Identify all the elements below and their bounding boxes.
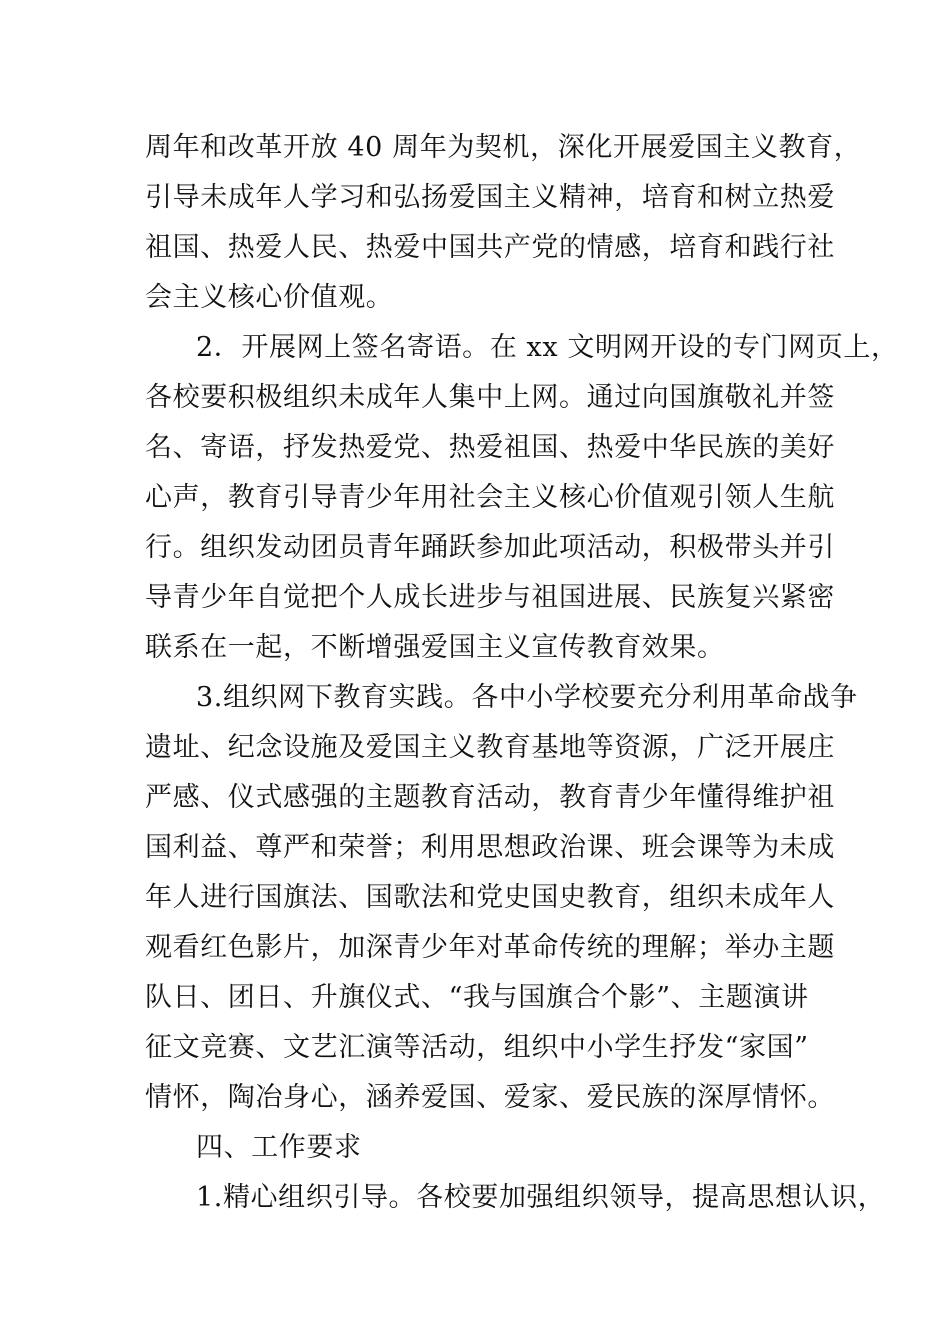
text-line: 行。组织发动团员青年踊跃参加此项活动，积极带头并引 [145, 532, 835, 563]
text-line: 年人进行国旗法、国歌法和党史国史教育，组织未成年人 [145, 882, 835, 913]
text-line: 遗址、纪念设施及爱国主义教育基地等资源，广泛开展庄 [145, 732, 835, 763]
text-line: 心声，教育引导青少年用社会主义核心价值观引领人生航 [145, 482, 835, 513]
paragraph-start-line: 3.组织网下教育实践。各中小学校要充分利用革命战争 [196, 682, 858, 713]
text-line: 导青少年自觉把个人成长进步与祖国进展、民族复兴紧密 [145, 582, 835, 613]
text-line: 会主义核心价值观。 [145, 282, 394, 313]
text-line: 祖国、热爱人民、热爱中国共产党的情感，培育和践行社 [145, 232, 835, 263]
text-line: 联系在一起，不断增强爱国主义宣传教育效果。 [145, 632, 725, 663]
paragraph-start-line: 1.精心组织引导。各校要加强组织领导，提高思想认识， [196, 1182, 886, 1213]
section-heading: 四、工作要求 [196, 1132, 362, 1163]
paragraph-start-line: 2．开展网上签名寄语。在 xx 文明网开设的专门网页上， [196, 332, 899, 363]
text-line: 严感、仪式感强的主题教育活动，教育青少年懂得维护祖 [145, 782, 835, 813]
text-line: 引导未成年人学习和弘扬爱国主义精神，培育和树立热爱 [145, 182, 835, 213]
text-line: 周年和改革开放 40 周年为契机，深化开展爱国主义教育， [145, 132, 862, 163]
text-line: 队日、团日、升旗仪式、“我与国旗合个影”、主题演讲 [145, 982, 809, 1013]
text-line: 情怀，陶冶身心，涵养爱国、爱家、爱民族的深厚情怀。 [145, 1082, 835, 1113]
text-line: 名、寄语，抒发热爱党、热爱祖国、热爱中华民族的美好 [145, 432, 835, 463]
text-line: 征文竞赛、文艺汇演等活动，组织中小学生抒发“家国” [145, 1032, 809, 1063]
text-line: 观看红色影片，加深青少年对革命传统的理解；举办主题 [145, 932, 835, 963]
text-line: 各校要积极组织未成年人集中上网。通过向国旗敬礼并签 [145, 382, 835, 413]
text-line: 国利益、尊严和荣誉；利用思想政治课、班会课等为未成 [145, 832, 835, 863]
